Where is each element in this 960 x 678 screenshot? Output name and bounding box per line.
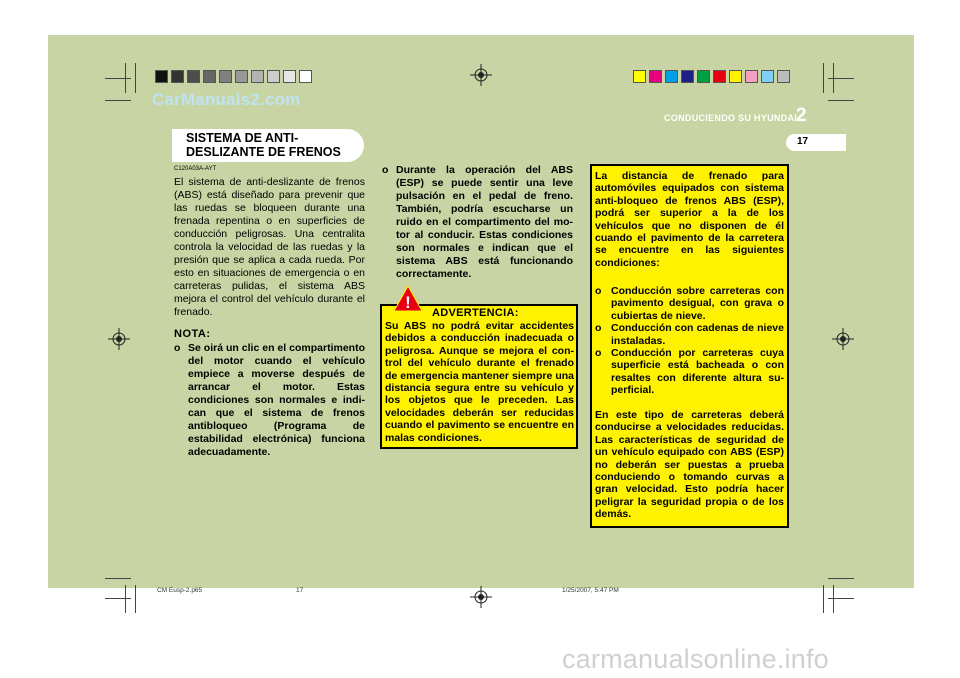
color-swatch: [761, 70, 774, 83]
color-swatch: [681, 70, 694, 83]
color-swatch: [665, 70, 678, 83]
registration-mark-icon: [470, 64, 492, 86]
warning-body: Su ABS no podrá evitar accidentes debidos a conducción inadecuada o peligrosa. Aunque se mejora el con-trol del vehículo durante el frenado de emergencia mantener siempre una distancia segura entre su vehículo y los objetos que le preceden. Las velocidades deberán ser reducidas cuando el pavimento se encuentre en malas condiciones.: [385, 320, 574, 444]
info-item-text: Conducción por carreteras cuya superficie está bacheada o con resaltes con diferente altura su-perficial.: [611, 347, 784, 397]
color-swatch: [697, 70, 710, 83]
section-title-line: DESLIZANTE DE FRENOS: [186, 145, 341, 159]
color-swatch: [155, 70, 168, 83]
footer-page: 17: [296, 587, 304, 594]
warning-triangle-icon: [393, 285, 423, 312]
color-swatch: [267, 70, 280, 83]
info-list-item: [595, 322, 784, 347]
nota-list-item: [174, 342, 365, 459]
info-list-item: [595, 285, 784, 322]
section-title-line: SISTEMA DE ANTI-: [186, 131, 299, 145]
bullet-marker: o: [595, 285, 602, 297]
bullet-marker: o: [174, 342, 181, 354]
registration-mark-icon: [832, 328, 854, 350]
nota-heading: NOTA:: [174, 328, 211, 340]
column-1-body: El sistema de anti-deslizante de frenos (ABS) está diseñado para prevenir que las ruedas se bloqueen durante una frenada repentina o en superficies de conducción peligrosas. Una centralita controla la velocidad de las ruedas y la presión que se aplica a cada rueda. Por esto en situaciones de emergencia o en carreteras pulidas, el sistema ABS mejora el control del vehículo durante el frenado.: [174, 176, 365, 318]
warning-symbol: !: [405, 293, 411, 312]
color-swatch: [713, 70, 726, 83]
color-swatch: [283, 70, 296, 83]
color-swatch: [187, 70, 200, 83]
column-2-item-text: Durante la operación del ABS (ESP) se puede sentir una leve pulsación en el pedal de freno. También, podría escucharse un ruido en el compartimento del mo-tor al conducir. Estas condiciones son normales e indican que el sistema ABS está funcionando correctamente.: [396, 164, 573, 280]
info-intro: La distancia de frenado para automóviles equipados con sistema anti-bloqueo de frenos ABS (ESP), podrá ser superior a la de los vehículos que no disponen de él cuando el pavimento de la carretera se encuentre en las siguientes condiciones:: [595, 170, 784, 269]
bullet-marker: o: [382, 164, 389, 176]
bullet-marker: o: [595, 347, 602, 360]
section-code: C120A03A-AYT: [174, 166, 217, 172]
color-swatch: [203, 70, 216, 83]
nota-item-text: Se oirá un clic en el compartimento del motor cuando el vehículo empiece a moverse después de arrancar el motor. Estas condiciones son normales e indi-can que el sistema de frenos antibloqueo (Programa de estabilidad electrónica) funciona adecuadamente.: [188, 342, 365, 458]
column-2-list-item: [382, 164, 573, 281]
info-list: [595, 285, 784, 397]
registration-mark-icon: [470, 586, 492, 608]
color-swatch: [729, 70, 742, 83]
info-outro: En este tipo de carreteras deberá conducirse a velocidades reducidas. Las características de seguridad de un vehículo equipado con ABS (ESP) no deberán ser puestas a prueba conduciendo o tomando curvas a gran velocidad. Esto podría hacer peligrar la seguridad propia o de los demás.: [595, 409, 784, 521]
info-item-text: Conducción con cadenas de nieve instaladas.: [611, 322, 784, 347]
color-swatch: [633, 70, 646, 83]
watermark-text: CarManuals2.com: [152, 90, 301, 109]
registration-mark-icon: [108, 328, 130, 350]
bullet-marker: o: [595, 322, 602, 335]
color-swatch: [777, 70, 790, 83]
info-list-item: [595, 347, 784, 397]
footer-date: 1/25/2007, 5:47 PM: [562, 587, 619, 594]
page-number: 17: [797, 136, 809, 147]
color-swatch: [251, 70, 264, 83]
color-swatch: [649, 70, 662, 83]
footer-filename: CM Eusp-2.p65: [157, 587, 203, 594]
chapter-label: CONDUCIENDO SU HYUNDAI: [664, 113, 798, 123]
color-swatch: [235, 70, 248, 83]
section-title: [186, 131, 361, 159]
warning-title: ADVERTENCIA:: [432, 307, 519, 319]
color-swatch: [219, 70, 232, 83]
color-swatch: [171, 70, 184, 83]
info-item-text: Conducción sobre carreteras con pavimento desigual, con grava o cubiertas de nieve.: [611, 285, 784, 322]
chapter-number: 2: [796, 105, 807, 126]
footer-site-watermark: carmanualsonline.info: [562, 644, 829, 674]
page-number-tab: [786, 134, 846, 151]
color-swatch: [299, 70, 312, 83]
color-swatch: [745, 70, 758, 83]
